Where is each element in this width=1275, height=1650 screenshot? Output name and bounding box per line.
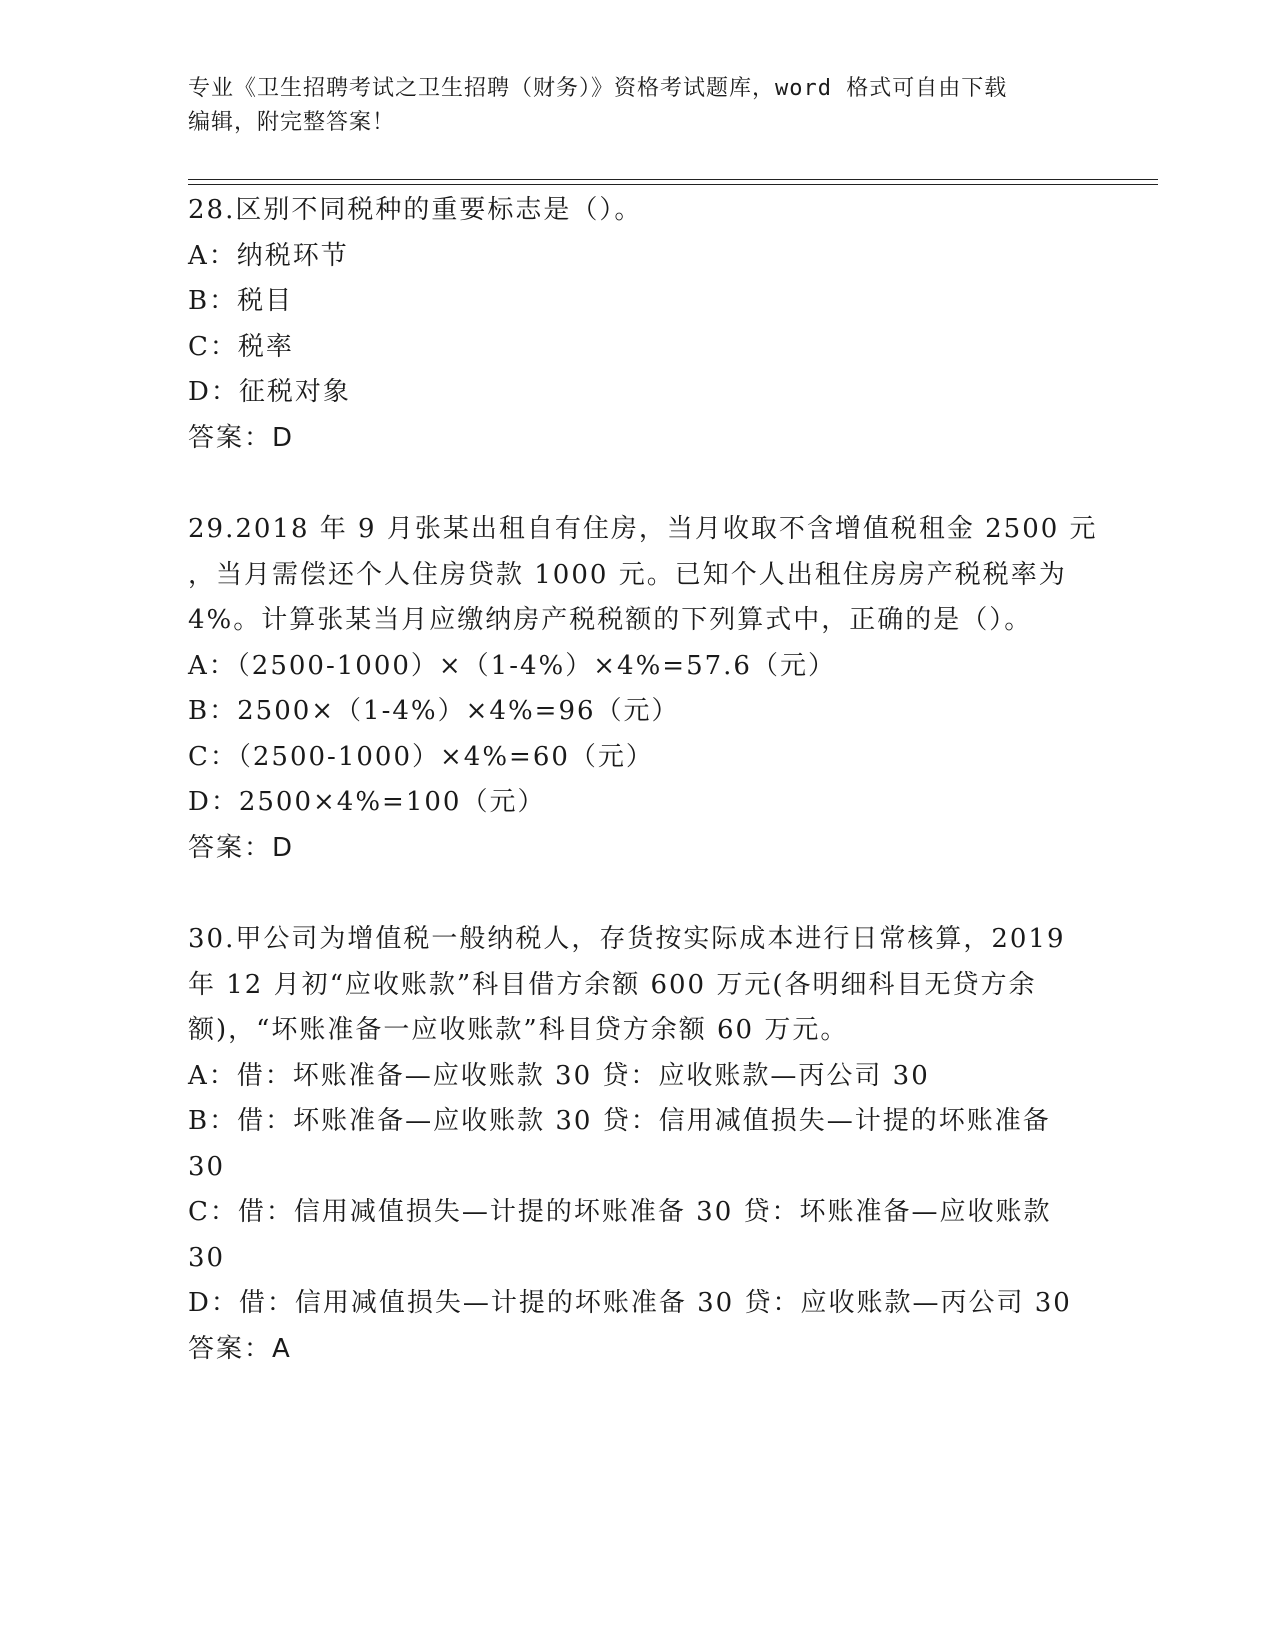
option-d: D：借：信用减值损失—计提的坏账准备 30 贷：应收账款—丙公司 30 [188, 1288, 1072, 1318]
question-stem: 29.2018 年 9 月张某出租自有住房，当月收取不含增值税租金 2500 元 [188, 514, 1098, 544]
option-c: C：（2500-1000）×4%=60（元） [188, 741, 654, 772]
question-28 [188, 188, 1088, 461]
question-stem: 4%。计算张某当月应缴纳房产税税额的下列算式中，正确的是（）。 [188, 605, 1033, 635]
question-stem: ，当月需偿还个人住房贷款 1000 元。已知个人出租住房房产税税率为 [188, 559, 1067, 590]
header-divider [188, 184, 1158, 185]
document-header [188, 72, 1068, 140]
option-c: C：税率 [188, 331, 294, 362]
option-c-continued: 30 [188, 1242, 226, 1273]
question-stem: 年 12 月初“应收账款”科目借方余额 600 万元(各明细科目无贷方余 [188, 969, 1037, 1000]
question-stem: 30.甲公司为增值税一般纳税人，存货按实际成本进行日常核算，2019 [188, 924, 1066, 954]
option-a: A：纳税环节 [188, 240, 349, 271]
question-30 [188, 917, 1088, 1372]
answer-label: 答案：D [188, 422, 295, 453]
option-d: D：征税对象 [188, 377, 351, 407]
option-d: D：2500×4%=100（元） [188, 787, 546, 817]
option-b-continued: 30 [188, 1151, 226, 1182]
option-b: B：借：坏账准备—应收账款 30 贷：信用减值损失—计提的坏账准备 [188, 1106, 1051, 1136]
question-stem: 额)，“坏账准备一应收账款”科目贷方余额 60 万元。 [188, 1015, 849, 1045]
option-a: A：借：坏账准备—应收账款 30 贷：应收账款—丙公司 30 [188, 1060, 930, 1091]
answer-label: 答案：D [188, 832, 295, 863]
option-a: A：（2500-1000）×（1-4%）×4%=57.6（元） [188, 650, 836, 681]
question-29 [188, 507, 1098, 871]
header-line: 专业《卫生招聘考试之卫生招聘（财务）》资格考试题库，word 格式可自由下载 [188, 76, 1008, 101]
option-c: C：借：信用减值损失—计提的坏账准备 30 贷：坏账准备—应收账款 [188, 1197, 1052, 1227]
header-line: 编辑，附完整答案！ [188, 110, 396, 135]
header-divider [188, 179, 1158, 180]
option-b: B：税目 [188, 286, 294, 316]
question-stem: 28.区别不同税种的重要标志是（）。 [188, 195, 643, 225]
answer-label: 答案：A [188, 1333, 292, 1364]
question-list [188, 188, 1098, 1418]
option-b: B：2500×（1-4%）×4%=96（元） [188, 696, 680, 726]
